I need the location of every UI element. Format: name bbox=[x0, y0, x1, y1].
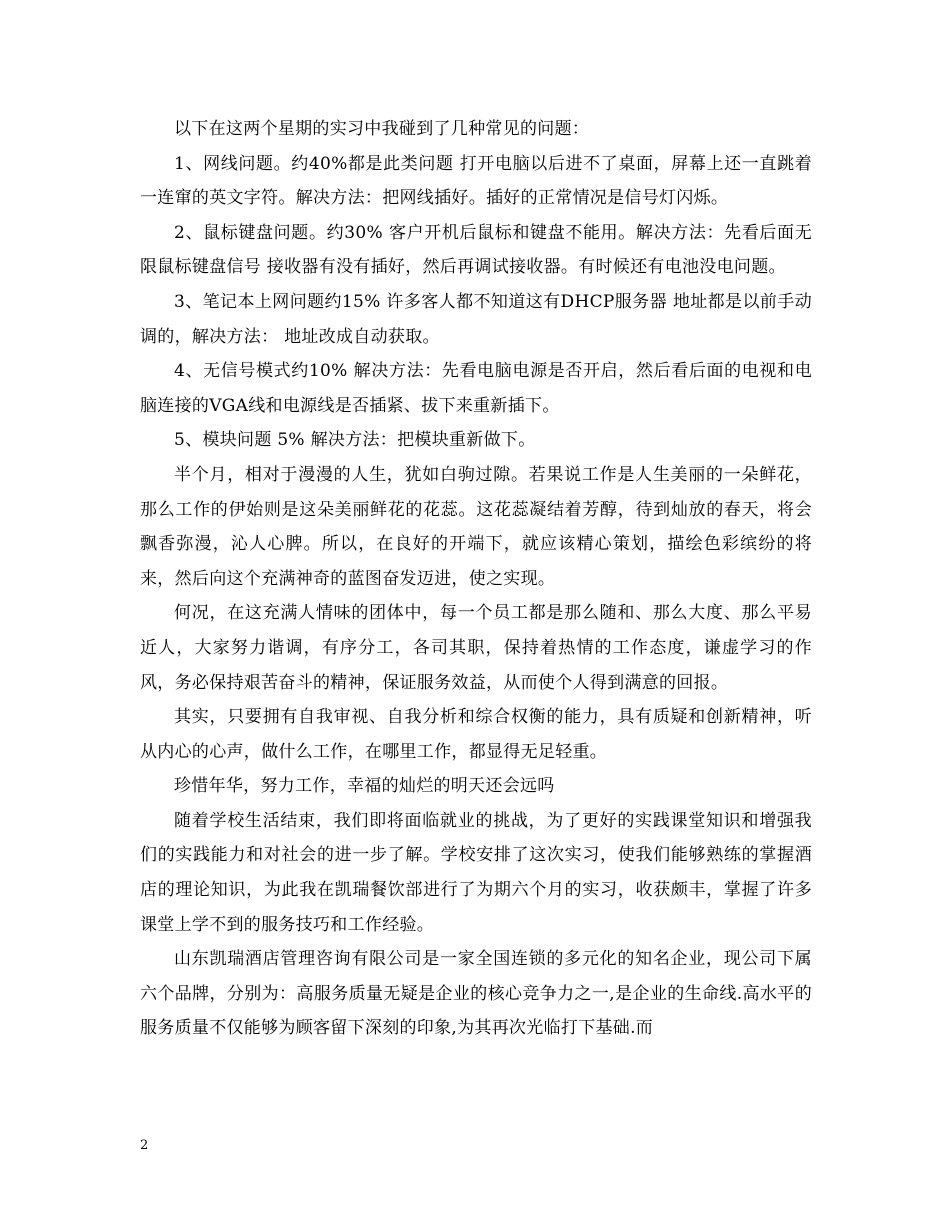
paragraph-8: 何况，在这充满人情味的团体中，每一个员工都是那么随和、那么大度、那么平易近人，大家努力谐调，有序分工，各司其职，保持着热情的工作态度，谦虚学习的作风，务必保持艰苦奋斗的精神，保证服务效益，从而使个人得到满意的回报。 bbox=[140, 603, 812, 693]
paragraph-4: 3、笔记本上网问题约15% 许多客人都不知道这有DHCP服务器 地址都是以前手动调的，解决方法： 地址改成自动获取。 bbox=[140, 291, 812, 347]
paragraph-11: 随着学校生活结束，我们即将面临就业的挑战，为了更好的实践课堂知识和增强我们的实践能力和对社会的进一步了解。学校安排了这次实习，使我们能够熟练的掌握酒店的理论知识，为此我在凯瑞餐饮部进行了为期六个月的实习，收获颇丰，掌握了许多课堂上学不到的服务技巧和工作经验。 bbox=[140, 810, 812, 935]
paragraph-9: 其实，只要拥有自我审视、自我分析和综合权衡的能力，具有质疑和创新精神，听从内心的心声，做什么工作，在哪里工作，都显得无足轻重。 bbox=[140, 707, 812, 762]
page-number: 2 bbox=[140, 1138, 149, 1153]
paragraph-6: 5、模块问题 5% 解决方法：把模块重新做下。 bbox=[174, 430, 536, 451]
paragraph-10: 珍惜年华，努力工作，幸福的灿烂的明天还会远吗 bbox=[174, 776, 555, 797]
paragraph-7: 半个月，相对于漫漫的人生，犹如白驹过隙。若果说工作是人生美丽的一朵鲜花，那么工作的伊始则是这朵美丽鲜花的花蕊。这花蕊凝结着芳醇，待到灿放的春天，将会飘香弥漫，沁人心脾。所以，在良好的开端下，就应该精心策划，描绘色彩缤纷的将来，然后向这个充满神奇的蓝图奋发迈进，使之实现。 bbox=[140, 464, 812, 589]
paragraph-5: 4、无信号模式约10% 解决方法：先看电脑电源是否开启，然后看后面的电视和电脑连接的VGA线和电源线是否插紧、拔下来重新插下。 bbox=[140, 361, 812, 416]
paragraph-12: 山东凯瑞酒店管理咨询有限公司是一家全国连锁的多元化的知名企业，现公司下属六个品牌，分别为：高服务质量无疑是企业的核心竞争力之一,是企业的生命线.高水平的服务质量不仅能够为顾客留下深刻的印象,为其再次光临打下基础.而 bbox=[140, 949, 812, 1039]
body-text bbox=[140, 112, 812, 1046]
paragraph-1: 以下在这两个星期的实习中我碰到了几种常见的问题： bbox=[174, 119, 590, 139]
paragraph-2: 1、网线问题。约40%都是此类问题 打开电脑以后进不了桌面，屏幕上还一直跳着一连窜的英文字符。解决方法：把网线插好。插好的正常情况是信号灯闪烁。 bbox=[140, 153, 812, 209]
paragraph-3: 2、鼠标键盘问题。约30% 客户开机后鼠标和键盘不能用。解决方法：先看后面无限鼠标键盘信号 接收器有没有插好，然后再调试接收器。有时候还有电池没电问题。 bbox=[140, 222, 812, 278]
